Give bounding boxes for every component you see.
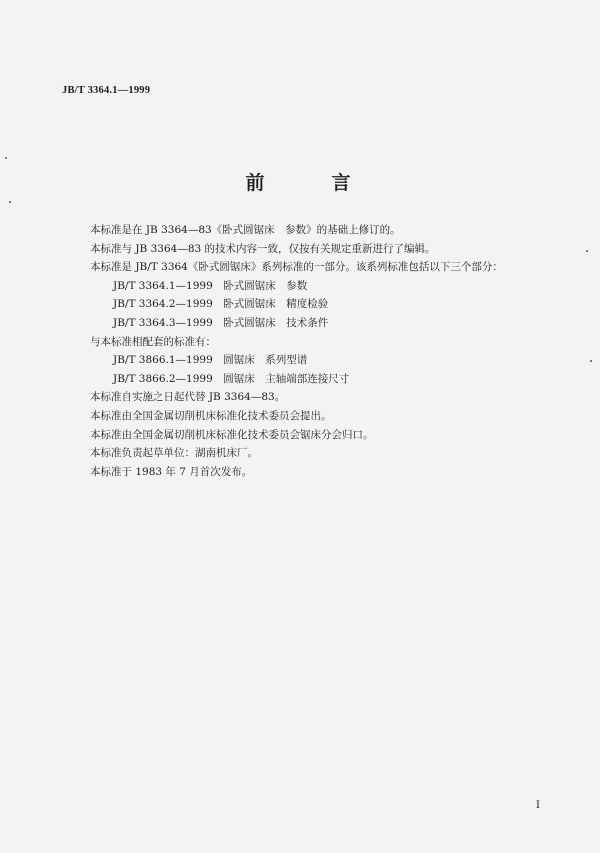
related-standard-item: JB/T 3866.2—1999 圆锯床 主轴端部连接尺寸: [113, 372, 350, 385]
paragraph: 本标准与 JB 3364—83 的技术内容一致，仅按有关规定重新进行了编辑。: [90, 242, 436, 255]
series-part-item: JB/T 3364.3—1999 卧式圆锯床 技术条件: [113, 316, 329, 329]
related-standards-intro: 与本标准相配套的标准有：: [90, 335, 216, 348]
related-standard-item: JB/T 3866.1—1999 圆锯床 系列型谱: [113, 354, 308, 367]
paragraph: 本标准自实施之日起代替 JB 3364—83。: [90, 391, 286, 404]
foreword-body: [90, 221, 560, 481]
series-part-item: JB/T 3364.1—1999 卧式圆锯床 参数: [113, 279, 308, 292]
paragraph: 本标准由全国金属切削机床标准化技术委员会提出。: [90, 409, 332, 422]
paragraph: 本标准是在 JB 3364—83《卧式圆锯床 参数》的基础上修订的。: [90, 224, 401, 236]
paragraph: 本标准由全国金属切削机床标准化技术委员会锯床分会归口。: [90, 428, 374, 441]
scan-speck: [5, 157, 7, 159]
paragraph: 本标准负责起草单位：湖南机床厂。: [90, 447, 258, 460]
series-part-item: JB/T 3364.2—1999 卧式圆锯床 精度检验: [113, 298, 329, 311]
scan-speck: [590, 360, 592, 362]
standard-code-header: JB/T 3364.1—1999: [62, 85, 151, 96]
paragraph: 本标准是 JB/T 3364《卧式圆锯床》系列标准的一部分。该系列标准包括以下三个部分：: [90, 261, 503, 274]
scan-speck: [586, 250, 588, 252]
paragraph: 本标准于 1983 年 7 月首次发布。: [90, 465, 253, 478]
page-number: I: [536, 800, 540, 811]
page-title: 前 言: [245, 172, 375, 194]
scan-speck: [9, 201, 11, 203]
